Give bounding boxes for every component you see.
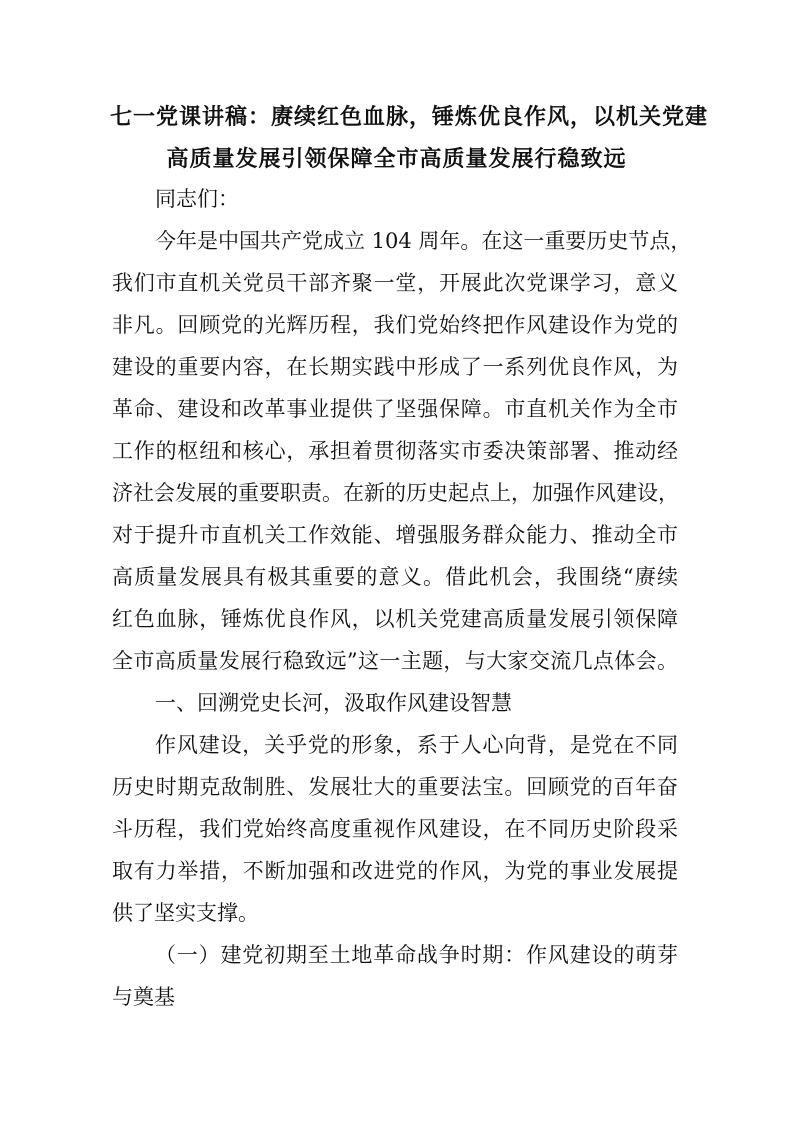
subsection-heading-1: （一）建党初期至土地革命战争时期：作风建设的萌芽 [155,943,678,967]
paragraph-line: 工作的枢纽和核心，承担着贯彻落实市委决策部署、推动经 [112,439,678,463]
paragraph-line: 高质量发展具有极其重要的意义。借此机会，我围绕“赓续 [112,565,678,589]
paragraph-line: 我们市直机关党员干部齐聚一堂，开展此次党课学习，意义 [112,271,678,295]
paragraph-line: 作风建设，关乎党的形象，系于人心向背，是党在不同 [155,733,678,757]
section-heading-1: 一、回溯党史长河，汲取作风建设智慧 [155,691,512,715]
subsection-heading-1-continued: 与奠基 [112,985,175,1009]
paragraph-line: 历史时期克敌制胜、发展壮大的重要法宝。回顾党的百年奋 [112,775,678,799]
paragraph-line: 今年是中国共产党成立 104 周年。在这一重要历史节点， [155,229,692,253]
document-title-line-1: 七一党课讲稿：赓续红色血脉，锤炼优良作风，以机关党建 [110,104,709,130]
paragraph-line: 建设的重要内容，在长期实践中形成了一系列优良作风，为 [112,355,678,379]
paragraph-line: 取有力举措，不断加强和改进党的作风，为党的事业发展提 [112,859,678,883]
salutation: 同志们： [155,187,239,211]
paragraph-line: 红色血脉，锤炼优良作风，以机关党建高质量发展引领保障 [112,607,678,631]
paragraph-line: 供了坚实支撑。 [112,901,259,925]
paragraph-line: 非凡。回顾党的光辉历程，我们党始终把作风建设作为党的 [112,313,678,337]
document-title-line-2: 高质量发展引领保障全市高质量发展行稳致远 [166,146,627,172]
paragraph-line: 斗历程，我们党始终高度重视作风建设，在不同历史阶段采 [112,817,678,841]
paragraph-line: 革命、建设和改革事业提供了坚强保障。市直机关作为全市 [112,397,678,421]
paragraph-line: 对于提升市直机关工作效能、增强服务群众能力、推动全市 [112,523,678,547]
paragraph-line: 济社会发展的重要职责。在新的历史起点上，加强作风建设， [112,481,679,505]
paragraph-line: 全市高质量发展行稳致远”这一主题，与大家交流几点体会。 [112,649,678,673]
